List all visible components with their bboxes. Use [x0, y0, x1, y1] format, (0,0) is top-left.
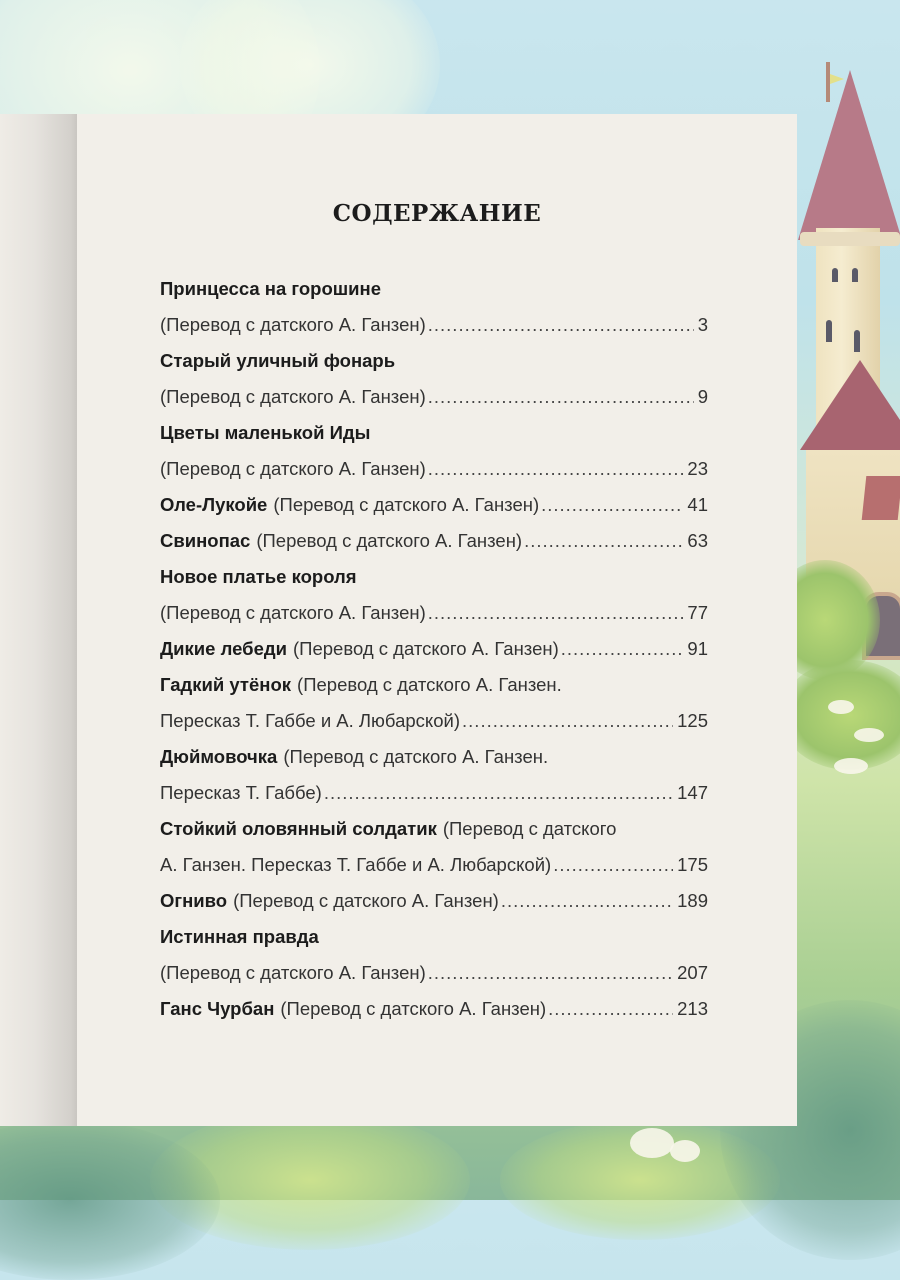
translation-note: (Перевод с датского А. Ганзен) [256, 530, 523, 551]
toc-line [160, 600, 708, 636]
story-title: Огниво [160, 890, 228, 911]
dot-leader [428, 312, 694, 338]
toc-line [160, 276, 708, 312]
story-title: Свинопас [160, 530, 251, 551]
toc-line [160, 852, 708, 888]
story-title: Дюймовочка [160, 746, 278, 767]
toc-entry[interactable] [160, 492, 708, 528]
toc-line [160, 816, 708, 852]
dot-leader [541, 492, 683, 518]
bush [780, 660, 900, 770]
house-awning [862, 476, 900, 520]
translation-note: (Перевод с датского [442, 818, 617, 839]
toc-entry[interactable] [160, 636, 708, 672]
toc-line [160, 492, 708, 528]
story-title: Дикие лебеди [160, 638, 287, 659]
window [852, 268, 858, 282]
story-title: Оле-Лукойе [160, 494, 268, 515]
table-of-contents [160, 276, 708, 1032]
story-title: Принцесса на горошине [160, 278, 382, 299]
story-title: Старый уличный фонарь [160, 350, 396, 371]
translation-note: (Перевод с датского А. Ганзен. [283, 746, 549, 767]
toc-entry[interactable] [160, 816, 708, 888]
story-title: Цветы маленькой Иды [160, 422, 371, 443]
page-number: 189 [677, 890, 708, 911]
window [854, 330, 860, 352]
translation-note: (Перевод с датского А. Ганзен) [233, 890, 499, 911]
tower-roof [798, 70, 900, 240]
window [826, 320, 832, 342]
page-number: 91 [687, 638, 708, 659]
toc-line [160, 996, 708, 1032]
toc-line [160, 960, 708, 996]
toc-line [160, 312, 708, 348]
translation-note: (Перевод с датского А. Ганзен. [297, 674, 562, 695]
toc-line [160, 456, 708, 492]
path-stone [854, 728, 884, 742]
path-stone [834, 758, 868, 774]
toc-line [160, 780, 708, 816]
toc-line [160, 348, 708, 384]
dot-leader [428, 960, 673, 986]
toc-line [160, 888, 708, 924]
page-number: 63 [687, 530, 708, 551]
toc-line [160, 636, 708, 672]
toc-entry[interactable] [160, 420, 708, 492]
page-number: 9 [697, 386, 708, 407]
page-number: 3 [697, 314, 708, 335]
translation-note: (Перевод с датского А. Ганзен) [160, 386, 426, 407]
translation-note: Пересказ Т. Габбе) [160, 782, 322, 803]
dot-leader [553, 852, 673, 878]
castle-illustration [790, 0, 900, 760]
toc-entry[interactable] [160, 672, 708, 744]
path-stone [670, 1140, 700, 1162]
translation-note: (Перевод с датского А. Ганзен) [273, 494, 540, 515]
dot-leader [548, 996, 673, 1022]
toc-entry[interactable] [160, 528, 708, 564]
page-number: 213 [677, 998, 708, 1019]
toc-line [160, 744, 708, 780]
toc-line [160, 564, 708, 600]
story-title: Гадкий утёнок [160, 674, 292, 695]
page-number: 147 [677, 782, 708, 803]
story-title: Новое платье короля [160, 566, 357, 587]
dot-leader [428, 600, 684, 626]
path-stone [828, 700, 854, 714]
tower-rim [800, 232, 900, 246]
dot-leader [324, 780, 673, 806]
page-number: 41 [687, 494, 708, 515]
dot-leader [561, 636, 684, 662]
translation-note: Пересказ Т. Габбе и А. Любарской) [160, 710, 461, 731]
translation-note: (Перевод с датского А. Ганзен) [160, 314, 426, 335]
toc-line [160, 924, 708, 960]
dot-leader [428, 456, 684, 482]
toc-line [160, 420, 708, 456]
translation-note: А. Ганзен. Пересказ Т. Габбе и А. Любарской) [160, 854, 552, 875]
page-number: 125 [677, 710, 708, 731]
toc-line [160, 672, 708, 708]
dot-leader [428, 384, 694, 410]
toc-entry[interactable] [160, 888, 708, 924]
toc-line [160, 708, 708, 744]
page-number: 77 [687, 602, 708, 623]
page-number: 207 [677, 962, 708, 983]
house-roof [800, 360, 900, 450]
toc-entry[interactable] [160, 348, 708, 420]
dot-leader [462, 708, 673, 734]
page-number: 23 [687, 458, 708, 479]
toc-entry[interactable] [160, 276, 708, 348]
story-title: Истинная правда [160, 926, 319, 947]
toc-entry[interactable] [160, 564, 708, 636]
dot-leader [501, 888, 673, 914]
page-number: 175 [677, 854, 708, 875]
translation-note: (Перевод с датского А. Ганзен) [160, 458, 426, 479]
toc-entry[interactable] [160, 924, 708, 996]
translation-note: (Перевод с датского А. Ганзен) [160, 962, 426, 983]
dot-leader [524, 528, 683, 554]
toc-entry[interactable] [160, 744, 708, 816]
story-title: Ганс Чурбан [160, 998, 275, 1019]
toc-entry[interactable] [160, 996, 708, 1032]
book-page [77, 114, 797, 1126]
book-spine-gutter [0, 114, 77, 1126]
window [832, 268, 838, 282]
translation-note: (Перевод с датского А. Ганзен) [280, 998, 547, 1019]
translation-note: (Перевод с датского А. Ганзен) [160, 602, 426, 623]
path-stone [630, 1128, 674, 1158]
toc-line [160, 384, 708, 420]
toc-line [160, 528, 708, 564]
page-title: СОДЕРЖАНИЕ [332, 200, 542, 227]
translation-note: (Перевод с датского А. Ганзен) [293, 638, 559, 659]
story-title: Стойкий оловянный солдатик [160, 818, 437, 839]
